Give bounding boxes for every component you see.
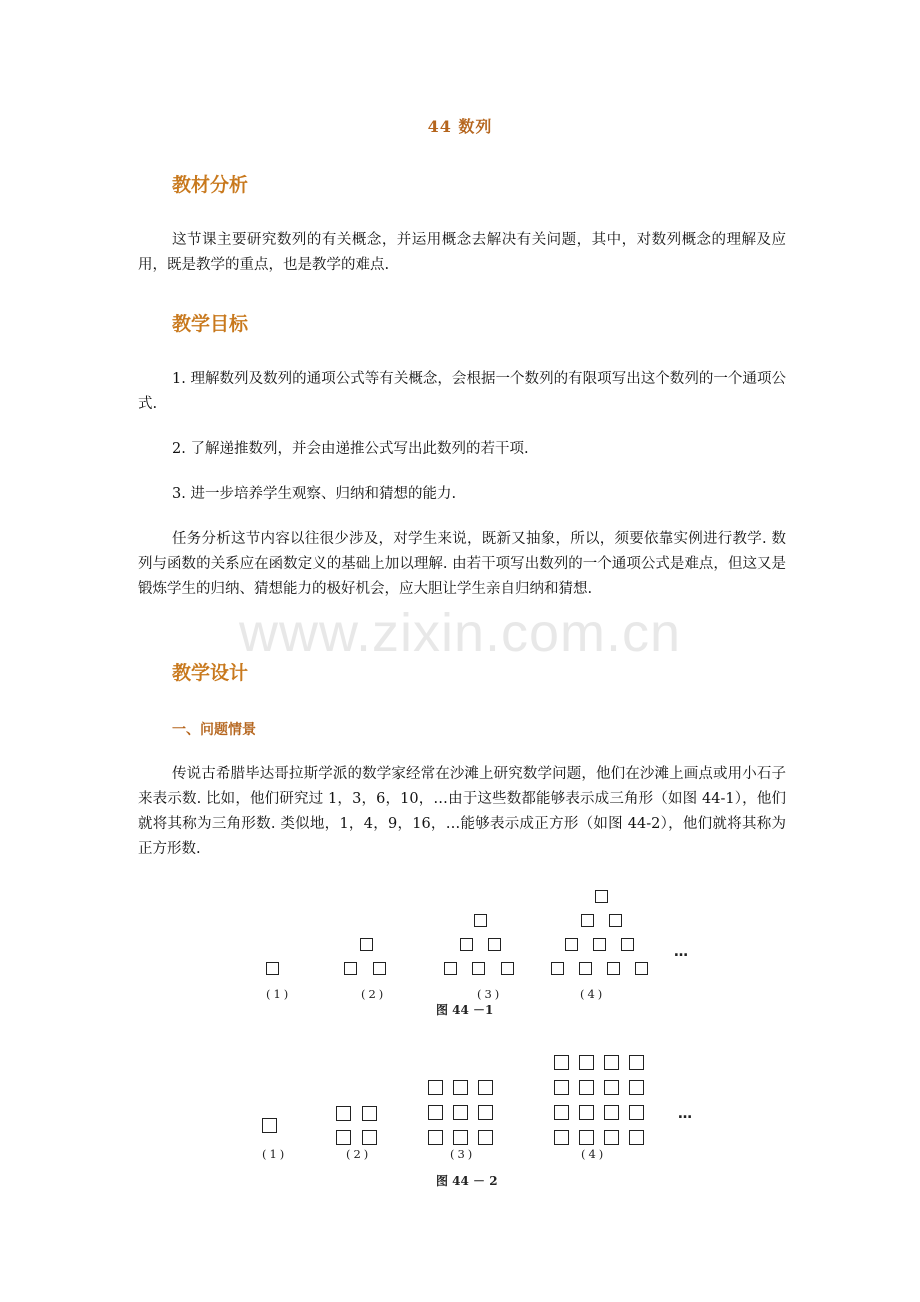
subheading-problem-situation: 一、问题情景: [172, 722, 256, 738]
pebble-square: [501, 962, 514, 975]
figure-label-2: (2): [346, 1147, 372, 1161]
pebble-square: [478, 1105, 493, 1120]
pebble-square: [453, 1130, 468, 1145]
pebble-square: [453, 1080, 468, 1095]
pebble-square: [336, 1130, 351, 1145]
pebble-square: [554, 1130, 569, 1145]
pebble-square: [581, 914, 594, 927]
pebble-square: [344, 962, 357, 975]
pebble-square: [444, 962, 457, 975]
pebble-square: [460, 938, 473, 951]
pebble-square: [607, 962, 620, 975]
pebble-square: [478, 1130, 493, 1145]
ellipsis: …: [678, 1106, 692, 1122]
figure-label-3: (3): [450, 1147, 476, 1161]
pebble-square: [604, 1105, 619, 1120]
pebble-square: [565, 938, 578, 951]
objective-item-3: 3. 进一步培养学生观察、归纳和猜想的能力.: [172, 486, 457, 502]
pebble-square: [362, 1130, 377, 1145]
pebble-square: [593, 938, 606, 951]
design-paragraph: 传说古希腊毕达哥拉斯学派的数学家经常在沙滩上研究数学问题，他们在沙滩上画点或用小石子来表示数. 比如，他们研究过 1，3，6，10，…由于这些数都能够表示成三角形（如图 44-1），他们就将其称为三角形数. 类似地，1，4，9，16，…能够表示成正方形（如图 44-2），他们就将其称为正方形数.: [138, 766, 786, 857]
figure-label-4: (4): [580, 987, 606, 1001]
pebble-square: [478, 1080, 493, 1095]
pebble-square: [474, 914, 487, 927]
heading-design: 教学设计: [172, 662, 249, 684]
pebble-square: [428, 1105, 443, 1120]
pebble-square: [428, 1080, 443, 1095]
pebble-square: [266, 962, 279, 975]
pebble-square: [373, 962, 386, 975]
pebble-square: [629, 1130, 644, 1145]
ellipsis: …: [674, 944, 688, 960]
pebble-square: [621, 938, 634, 951]
pebble-square: [579, 1055, 594, 1070]
task-analysis-paragraph: 任务分析这节内容以往很少涉及，对学生来说，既新又抽象，所以，须要依靠实例进行教学. 数列与函数的关系应在函数定义的基础上加以理解. 由若干项写出数列的一个通项公式是难点，但这又是锻炼学生的归纳、猜想能力的极好机会，应大胆让学生亲自归纳和猜想.: [138, 531, 786, 597]
heading-objectives: 教学目标: [172, 313, 249, 335]
figure-label-4: (4): [581, 1147, 607, 1161]
figure-caption: 图 44 －1: [436, 1003, 494, 1017]
pebble-square: [554, 1055, 569, 1070]
pebble-square: [595, 890, 608, 903]
pebble-square: [336, 1106, 351, 1121]
pebble-square: [609, 914, 622, 927]
pebble-square: [262, 1118, 277, 1133]
objective-item-1: 1. 理解数列及数列的通项公式等有关概念，会根据一个数列的有限项写出这个数列的一个通项公式.: [138, 371, 786, 412]
objective-item-2: 2. 了解递推数列，并会由递推公式写出此数列的若干项.: [172, 441, 529, 457]
figure-label-2: (2): [361, 987, 387, 1001]
pebble-square: [604, 1055, 619, 1070]
pebble-square: [360, 938, 373, 951]
pebble-square: [629, 1080, 644, 1095]
figure-label-1: (1): [262, 1147, 288, 1161]
watermark: www.zixin.com.cn: [238, 603, 682, 663]
pebble-square: [428, 1130, 443, 1145]
pebble-square: [362, 1106, 377, 1121]
figure-caption: 图 44 － 2: [436, 1174, 498, 1188]
pebble-square: [554, 1105, 569, 1120]
figure-label-1: (1): [266, 987, 292, 1001]
heading-analysis: 教材分析: [172, 174, 249, 196]
pebble-square: [629, 1105, 644, 1120]
pebble-square: [604, 1130, 619, 1145]
pebble-square: [554, 1080, 569, 1095]
analysis-paragraph: 这节课主要研究数列的有关概念，并运用概念去解决有关问题，其中，对数列概念的理解及应用，既是教学的重点，也是教学的难点.: [138, 232, 786, 273]
pebble-square: [635, 962, 648, 975]
pebble-square: [453, 1105, 468, 1120]
pebble-square: [629, 1055, 644, 1070]
figure-label-3: (3): [477, 987, 503, 1001]
pebble-square: [579, 1105, 594, 1120]
pebble-square: [604, 1080, 619, 1095]
pebble-square: [579, 1130, 594, 1145]
pebble-square: [472, 962, 485, 975]
pebble-square: [488, 938, 501, 951]
pebble-square: [579, 1080, 594, 1095]
pebble-square: [551, 962, 564, 975]
page-title: 44 数列: [427, 117, 493, 136]
pebble-square: [579, 962, 592, 975]
